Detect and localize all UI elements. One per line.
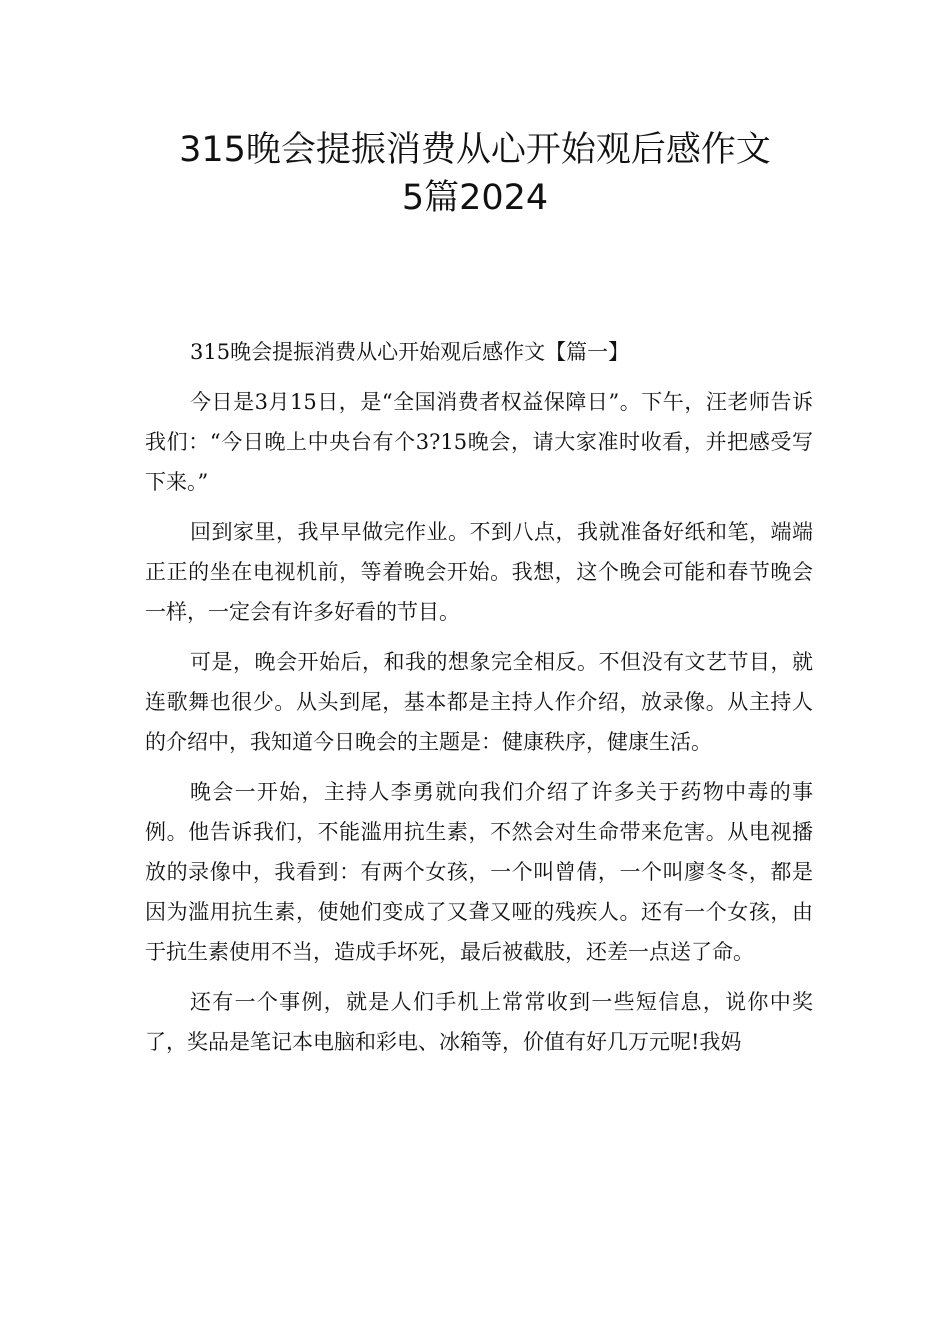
paragraph-5: 还有一个事例，就是人们手机上常常收到一些短信息，说你中奖了，奖品是笔记本电脑和彩电、冰箱等，价值有好几万元呢!我妈 (145, 990, 813, 1054)
paragraph-2: 回到家里，我早早做完作业。不到八点，我就准备好纸和笔，端端正正的坐在电视机前，等着晚会开始。我想，这个晚会可能和春节晚会一样，一定会有许多好看的节目。 (145, 520, 813, 624)
document-body (145, 332, 813, 1072)
document-title (0, 126, 950, 222)
paragraph-1: 今日是3月15日，是“全国消费者权益保障日”。下午，汪老师告诉我们：“今日晚上中央台有个3?15晚会，请大家准时收看，并把感受写下来。” (145, 390, 813, 494)
title-line-1: 315晚会提振消费从心开始观后感作文 (179, 130, 771, 170)
paragraph-3: 可是，晚会开始后，和我的想象完全相反。不但没有文艺节目，就连歌舞也很少。从头到尾，基本都是主持人作介绍，放录像。从主持人的介绍中，我知道今日晚会的主题是：健康秩序，健康生活。 (145, 650, 813, 754)
paragraph-4: 晚会一开始，主持人李勇就向我们介绍了许多关于药物中毒的事例。他告诉我们，不能滥用抗生素，不然会对生命带来危害。从电视播放的录像中，我看到：有两个女孩，一个叫曾倩，一个叫廖冬冬，都是因为滥用抗生素，使她们变成了又聋又哑的残疾人。还有一个女孩，由于抗生素使用不当，造成手坏死，最后被截肢，还差一点送了命。 (145, 780, 813, 964)
title-line-2: 5篇2024 (401, 178, 549, 218)
section-heading: 315晚会提振消费从心开始观后感作文【篇一】 (190, 340, 630, 364)
